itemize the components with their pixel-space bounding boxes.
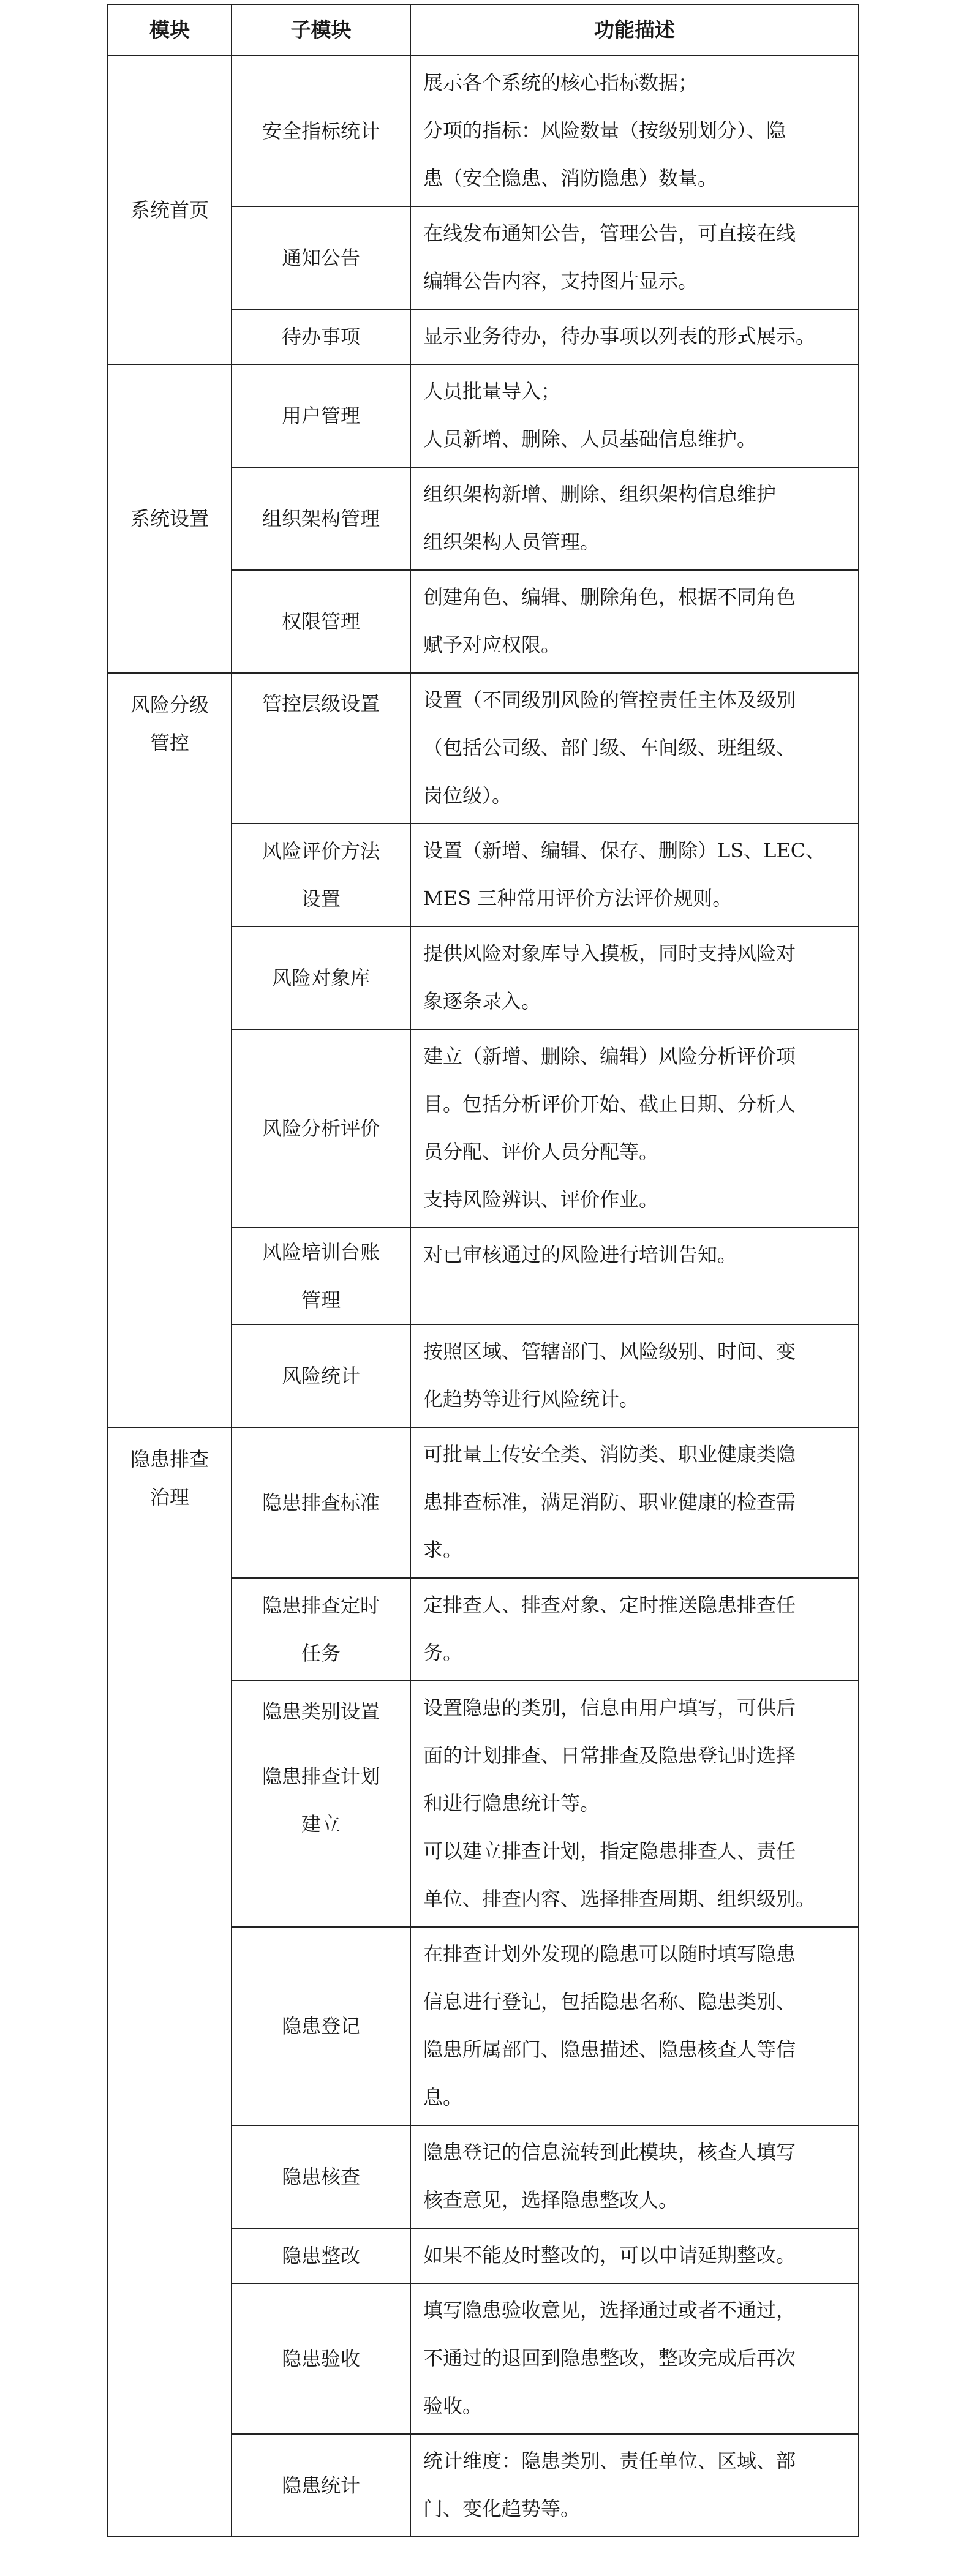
description-line: 人员新增、删除、人员基础信息维护。 — [423, 427, 757, 451]
description-line: 在排查计划外发现的隐患可以随时填写隐患 — [423, 1942, 796, 1966]
feature-table — [107, 4, 859, 2537]
submodule-cell — [232, 1029, 410, 1228]
module-cell — [108, 1427, 232, 2537]
description-cell — [410, 824, 859, 926]
submodule-name: 隐患统计 — [281, 2474, 360, 2497]
description-line: 隐患登记的信息流转到此模块，核查人填写 — [423, 2141, 796, 2164]
description-line: 隐患所属部门、隐患描述、隐患核查人等信 — [423, 2038, 796, 2061]
submodule-name: 隐患排查计划 — [262, 1765, 380, 1788]
submodule-name: 管控层级设置 — [262, 692, 380, 715]
submodule-cell — [232, 2125, 410, 2228]
module-name: 管控 — [149, 731, 189, 754]
module-name: 系统首页 — [130, 198, 209, 222]
description-cell — [410, 309, 859, 364]
description-line: 编辑公告内容，支持图片显示。 — [423, 269, 698, 293]
description-line: 和进行隐患统计等。 — [423, 1792, 600, 1815]
description-cell — [410, 1927, 859, 2125]
submodule-cell — [232, 1927, 410, 2125]
submodule-name: 待办事项 — [281, 325, 360, 348]
submodule-name: 组织架构管理 — [262, 507, 380, 530]
description-line: （包括公司级、部门级、车间级、班组级、 — [423, 736, 796, 759]
spacer — [232, 1735, 410, 1752]
description-line: 支持风险辨识、评价作业。 — [423, 1188, 659, 1211]
description-line: 在线发布通知公告，管理公告，可直接在线 — [423, 222, 796, 245]
header-module: 模块 — [108, 4, 232, 56]
submodule-name: 权限管理 — [281, 610, 360, 633]
submodule-cell — [232, 2434, 410, 2537]
submodule-name: 风险对象库 — [271, 966, 370, 989]
submodule-name: 风险培训台账 — [262, 1241, 380, 1264]
module-name: 风险分级 — [130, 693, 209, 716]
description-cell — [410, 1578, 859, 1681]
submodule-name: 隐患整改 — [281, 2244, 360, 2267]
submodule-name: 管理 — [301, 1288, 341, 1312]
description-line: 设置隐患的类别，信息由用户填写，可供后 — [423, 1696, 796, 1719]
description-line: 员分配、评价人员分配等。 — [423, 1140, 659, 1163]
submodule-cell — [232, 824, 410, 926]
description-line: 按照区域、管辖部门、风险级别、时间、变 — [423, 1340, 796, 1363]
description-line: 提供风险对象库导入摸板，同时支持风险对 — [423, 942, 796, 965]
description-line: 患排查标准，满足消防、职业健康的检查需 — [423, 1490, 796, 1514]
submodule-cell — [232, 673, 410, 824]
submodule-name: 隐患类别设置 — [262, 1700, 380, 1723]
description-cell — [410, 467, 859, 570]
submodule-name: 用户管理 — [281, 404, 360, 427]
submodule-name: 通知公告 — [281, 246, 360, 269]
description-cell — [410, 926, 859, 1029]
table-row — [108, 364, 859, 467]
submodule-name: 安全指标统计 — [262, 119, 380, 143]
submodule-cell — [232, 56, 410, 206]
description-line: 创建角色、编辑、删除角色，根据不同角色 — [423, 585, 796, 609]
description-line: 组织架构新增、删除、组织架构信息维护 — [423, 483, 777, 506]
module-name: 隐患排查 — [130, 1448, 209, 1471]
description-line: 面的计划排查、日常排查及隐患登记时选择 — [423, 1744, 796, 1767]
submodule-name: 隐患登记 — [281, 2015, 360, 2038]
description-cell — [410, 2434, 859, 2537]
description-cell — [410, 56, 859, 206]
description-line: 展示各个系统的核心指标数据； — [423, 71, 698, 94]
description-cell — [410, 1029, 859, 1228]
table-row — [108, 673, 859, 824]
description-line: 目。包括分析评价开始、截止日期、分析人 — [423, 1092, 796, 1116]
submodule-cell — [232, 467, 410, 570]
submodule-cell — [232, 2283, 410, 2434]
description-cell — [410, 1324, 859, 1427]
header-submodule: 子模块 — [232, 4, 410, 56]
description-line: 可批量上传安全类、消防类、职业健康类隐 — [423, 1443, 796, 1466]
description-cell — [410, 673, 859, 824]
module-cell — [108, 364, 232, 673]
description-line: 人员批量导入； — [423, 380, 561, 403]
description-line: 岗位级）。 — [423, 784, 512, 807]
description-line: 务。 — [423, 1641, 463, 1664]
description-cell — [410, 2283, 859, 2434]
description-cell — [410, 206, 859, 309]
submodule-cell — [232, 1324, 410, 1427]
description-cell — [410, 1228, 859, 1324]
description-line: 建立（新增、删除、编辑）风险分析评价项 — [423, 1045, 796, 1068]
description-line: 不通过的退回到隐患整改，整改完成后再次 — [423, 2346, 796, 2370]
submodule-name: 设置 — [301, 887, 341, 911]
description-cell — [410, 2125, 859, 2228]
submodule-cell — [232, 926, 410, 1029]
submodule-cell — [232, 2228, 410, 2283]
submodule-cell — [232, 364, 410, 467]
submodule-cell — [232, 206, 410, 309]
table-row — [108, 56, 859, 206]
description-line: 定排查人、排查对象、定时推送隐患排查任 — [423, 1593, 796, 1617]
submodule-cell — [232, 1427, 410, 1578]
description-line: 组织架构人员管理。 — [423, 530, 600, 554]
description-line: 对已审核通过的风险进行培训告知。 — [423, 1243, 737, 1266]
description-line: 可以建立排查计划，指定隐患排查人、责任 — [423, 1839, 796, 1863]
description-cell — [410, 1681, 859, 1927]
submodule-name: 风险统计 — [281, 1364, 360, 1388]
description-line: 验收。 — [423, 2394, 483, 2417]
description-cell — [410, 2228, 859, 2283]
submodule-cell — [232, 1228, 410, 1324]
description-cell — [410, 364, 859, 467]
submodule-name: 隐患排查标准 — [262, 1491, 380, 1514]
description-line: 统计维度：隐患类别、责任单位、区域、部 — [423, 2449, 796, 2473]
submodule-cell — [232, 309, 410, 364]
table-row — [108, 1427, 859, 1578]
description-cell — [410, 1427, 859, 1578]
submodule-name: 隐患核查 — [281, 2165, 360, 2188]
submodule-name: 隐患验收 — [281, 2347, 360, 2370]
submodule-name: 建立 — [301, 1812, 341, 1836]
module-name: 系统设置 — [130, 507, 209, 530]
submodule-cell — [232, 570, 410, 673]
module-cell — [108, 56, 232, 364]
description-line: 信息进行登记，包括隐患名称、隐患类别、 — [423, 1990, 796, 2013]
module-name: 治理 — [149, 1485, 189, 1509]
description-line: 显示业务待办，待办事项以列表的形式展示。 — [423, 325, 816, 348]
description-line: 如果不能及时整改的，可以申请延期整改。 — [423, 2244, 796, 2267]
description-line: 设置（新增、编辑、保存、删除）LS、LEC、 — [423, 839, 826, 862]
submodule-name: 隐患排查定时 — [262, 1594, 380, 1617]
description-line: 化趋势等进行风险统计。 — [423, 1388, 639, 1411]
description-cell — [410, 570, 859, 673]
submodule-cell — [232, 1578, 410, 1681]
description-line: 单位、排查内容、选择排查周期、组织级别。 — [423, 1887, 816, 1910]
description-line: 赋予对应权限。 — [423, 633, 561, 656]
description-line: 求。 — [423, 1538, 463, 1561]
description-line: 分项的指标：风险数量（按级别划分）、隐 — [423, 119, 786, 142]
description-line: 门、变化趋势等。 — [423, 2497, 581, 2520]
header-description: 功能描述 — [410, 4, 859, 56]
module-cell — [108, 673, 232, 1427]
description-line: 设置（不同级别风险的管控责任主体及级别 — [423, 688, 796, 712]
submodule-name: 风险分析评价 — [262, 1117, 380, 1140]
description-line: MES 三种常用评价方法评价规则。 — [423, 887, 733, 910]
table-header-row — [108, 4, 859, 56]
description-line: 填写隐患验收意见，选择通过或者不通过， — [423, 2299, 796, 2322]
submodule-name: 任务 — [301, 1642, 341, 1665]
description-line: 患（安全隐患、消防隐患）数量。 — [423, 167, 718, 190]
description-line: 核查意见，选择隐患整改人。 — [423, 2188, 679, 2212]
submodule-name: 风险评价方法 — [262, 839, 380, 863]
description-line: 象逐条录入。 — [423, 989, 541, 1013]
submodule-cell — [232, 1681, 410, 1927]
description-line: 息。 — [423, 2086, 463, 2109]
